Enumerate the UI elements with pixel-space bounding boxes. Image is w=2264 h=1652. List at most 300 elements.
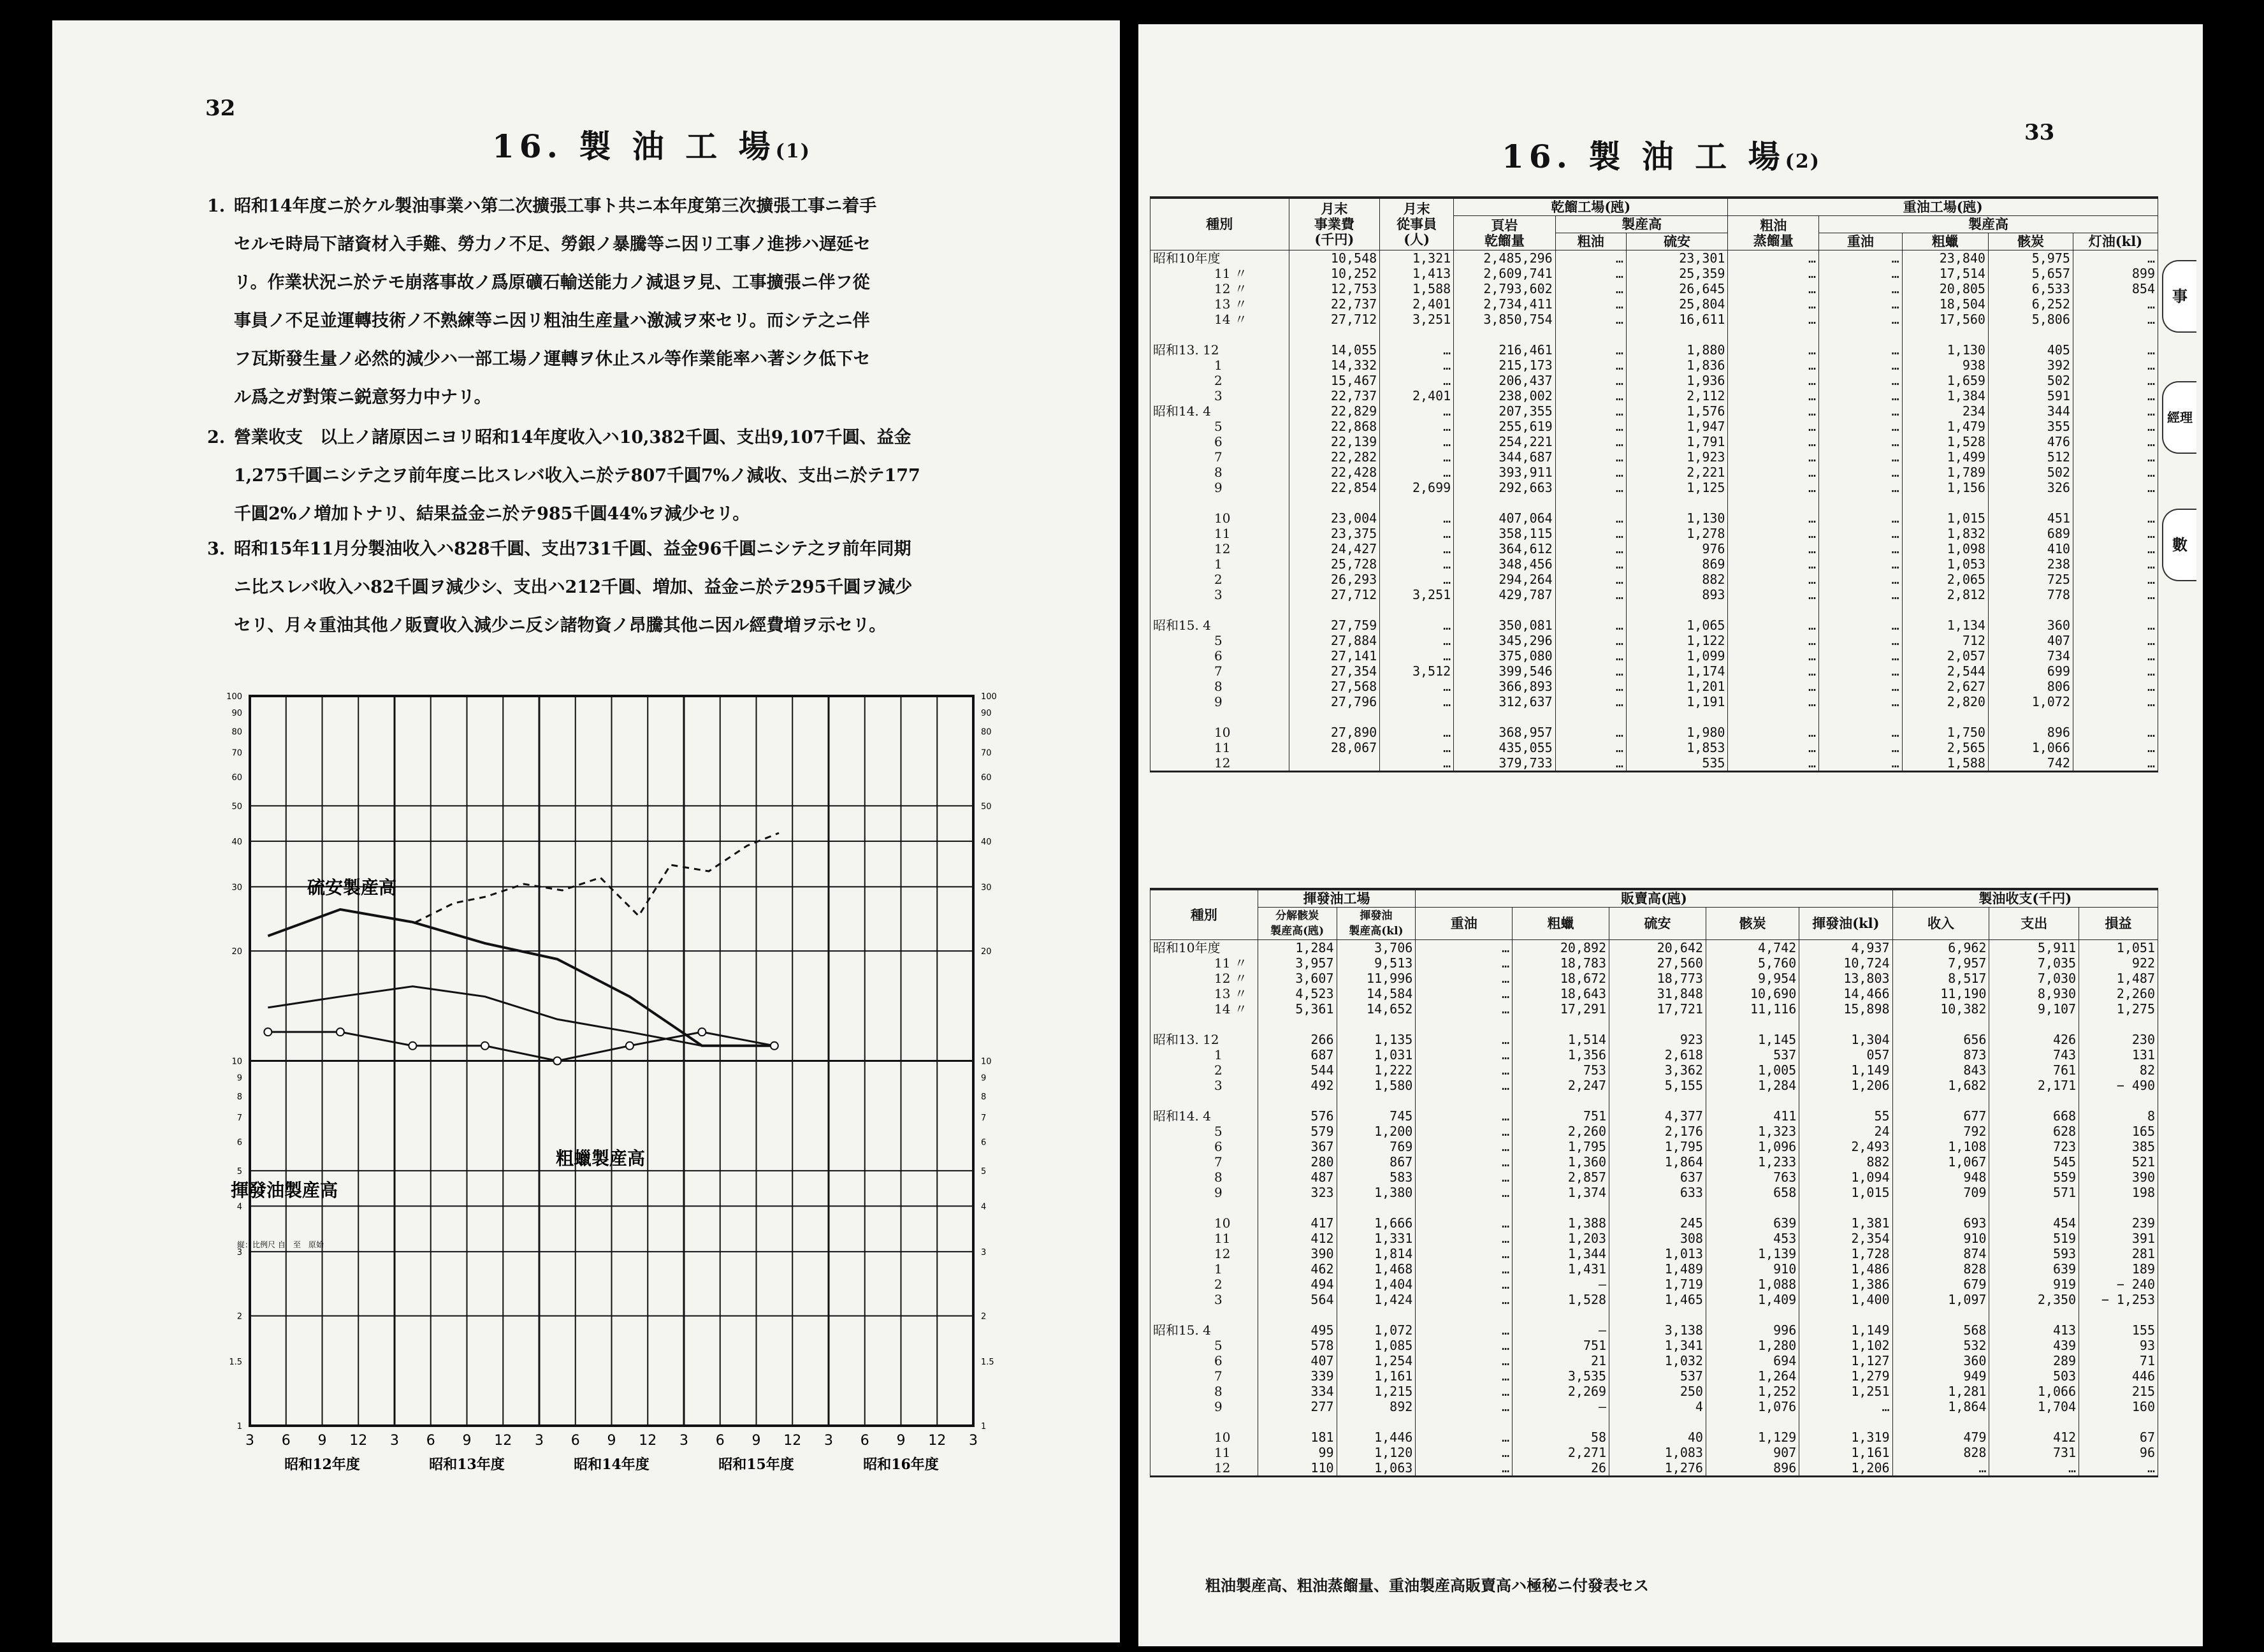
table-cell: 4,937 (1799, 940, 1892, 956)
table-cell: … (2073, 250, 2158, 266)
table-cell: 407 (1988, 633, 2073, 648)
table-cell: 391 (2079, 1231, 2158, 1246)
table-cell: 1,005 (1706, 1062, 1799, 1078)
row-label: 昭和10年度 (1150, 940, 1258, 956)
y-tick-label: 6 (236, 1138, 242, 1148)
table-cell: 323 (1258, 1185, 1337, 1200)
table-cell: 693 (1892, 1215, 1989, 1231)
table-cell: 1,254 (1337, 1353, 1416, 1368)
table-cell: 439 (1989, 1338, 2079, 1353)
x-tick-label: 9 (896, 1433, 906, 1449)
table-cell: 1,264 (1706, 1368, 1799, 1384)
table-cell (1819, 709, 1903, 725)
y-tick-label: 90 (981, 709, 992, 719)
table-cell: 1,980 (1626, 725, 1728, 740)
table-cell: 5,911 (1989, 940, 2079, 956)
table-row (1150, 434, 2158, 449)
table-cell (1555, 495, 1626, 511)
table-cell: 1,085 (1337, 1338, 1416, 1353)
table-cell: 55 (1799, 1108, 1892, 1124)
paragraph-line: ニ比スレバ收入ハ82千圓ヲ減少シ、支出ハ212千圓、増加、益金ニ於テ295千圓ヲ減少 (234, 577, 913, 597)
row-label: 10 (1150, 1430, 1258, 1445)
row-label: 9 (1150, 1185, 1258, 1200)
table-cell: 1,278 (1626, 526, 1728, 541)
header-gasoline-plant: 揮發油工場 (1258, 889, 1416, 908)
table-cell: 96 (2079, 1445, 2158, 1460)
table-cell: 938 (1902, 358, 1988, 373)
x-tick-label: 12 (639, 1433, 657, 1449)
table-cell (1337, 1414, 1416, 1430)
table-cell: 23,375 (1289, 526, 1380, 541)
table-cell: … (1819, 281, 1903, 296)
data-point (409, 1042, 416, 1050)
index-tab-1[interactable]: 事 (2162, 260, 2196, 333)
table-cell: … (2073, 526, 2158, 541)
table-cell: … (1555, 633, 1626, 648)
data-point (626, 1042, 634, 1050)
row-label (1150, 1200, 1258, 1215)
table-cell (2073, 495, 2158, 511)
table-row (1150, 1460, 2158, 1477)
table-cell: 571 (1989, 1185, 2079, 1200)
table-cell: … (1555, 480, 1626, 495)
table-cell: 537 (1609, 1368, 1706, 1384)
table-cell: 2,057 (1902, 648, 1988, 663)
table-cell (1513, 1093, 1609, 1108)
table-cell: — (1513, 1399, 1609, 1414)
table-cell: 949 (1892, 1368, 1989, 1384)
y-tick-label: 80 (231, 727, 242, 737)
table-cell: … (2073, 740, 2158, 755)
table-cell: 1,129 (1706, 1430, 1799, 1445)
table-row (1150, 1139, 2158, 1154)
header-kind: 種別 (1150, 889, 1258, 940)
table-cell: 1,304 (1799, 1032, 1892, 1047)
table-cell: 345,296 (1454, 633, 1556, 648)
table-cell: 922 (2079, 955, 2158, 971)
table-cell (1728, 709, 1819, 725)
table-cell: 6,533 (1988, 281, 2073, 296)
table-cell: … (1819, 587, 1903, 602)
table-cell: 245 (1609, 1215, 1706, 1231)
header-crude-distill: 粗油 蒸餾量 (1728, 216, 1819, 250)
table-cell: 392 (1988, 358, 2073, 373)
x-tick-label: 12 (494, 1433, 512, 1449)
table-cell (1902, 495, 1988, 511)
x-tick-label: 3 (824, 1433, 833, 1449)
table-cell: 1,465 (1609, 1292, 1706, 1307)
table-cell: 40 (1609, 1430, 1706, 1445)
row-label: 9 (1150, 694, 1289, 709)
table-cell: 502 (1988, 465, 2073, 480)
row-label: 7 (1150, 449, 1289, 465)
table-row (1150, 986, 2158, 1001)
table-cell: … (1555, 526, 1626, 541)
table-cell: … (1555, 755, 1626, 772)
table-cell: 23,840 (1902, 250, 1988, 266)
table-cell (1258, 1017, 1337, 1032)
table-cell: 1,130 (1902, 342, 1988, 358)
table-cell: … (1555, 296, 1626, 312)
table-cell: 2,260 (2079, 986, 2158, 1001)
table-cell: 494 (1258, 1277, 1337, 1292)
row-label: 5 (1150, 633, 1289, 648)
table-row (1150, 312, 2158, 327)
paragraph-line: フ瓦斯發生量ノ必然的減少ハ一部工場ノ運轉ヲ休止スル等作業能率ハ著シク低下セ (234, 349, 871, 369)
table-cell: … (1555, 556, 1626, 572)
table-cell: … (1416, 1430, 1513, 1445)
table-cell: 10,724 (1799, 955, 1892, 971)
table-row (1150, 940, 2158, 956)
table-cell (1380, 495, 1454, 511)
table-cell: 8,930 (1989, 986, 2079, 1001)
table-cell: 254,221 (1454, 434, 1556, 449)
table-cell: 1,284 (1258, 940, 1337, 956)
row-label: 1 (1150, 1047, 1258, 1062)
table-cell: 1,413 (1380, 266, 1454, 281)
table-cell: 266 (1258, 1032, 1337, 1047)
data-point (553, 1057, 561, 1065)
table-cell: 544 (1258, 1062, 1337, 1078)
table-cell: 1,864 (1609, 1154, 1706, 1170)
table-cell: 537 (1706, 1047, 1799, 1062)
table-cell: 1,499 (1902, 449, 1988, 465)
table-cell (1258, 1307, 1337, 1322)
table-cell: 668 (1989, 1108, 2079, 1124)
paragraph-3 (207, 530, 1072, 645)
table-cell (1706, 1307, 1799, 1322)
table-cell: 3,512 (1380, 663, 1454, 679)
table-cell: 17,291 (1513, 1001, 1609, 1017)
table-cell: 26,645 (1626, 281, 1728, 296)
table-cell: 11,116 (1706, 1001, 1799, 1017)
header-monthly-cost: 月末 事業費 (千円) (1289, 198, 1380, 250)
table-cell: 1,446 (1337, 1430, 1416, 1445)
y-tick-label: 40 (231, 837, 242, 847)
table-cell (1289, 709, 1380, 725)
table-cell: … (1416, 1399, 1513, 1414)
table-cell: … (1728, 725, 1819, 740)
table-cell: 16,611 (1626, 312, 1728, 327)
table-cell: 564 (1258, 1292, 1337, 1307)
table-cell: 281 (2079, 1246, 2158, 1261)
table-cell: 344,687 (1454, 449, 1556, 465)
table-cell: 110 (1258, 1460, 1337, 1477)
table-cell (1454, 602, 1556, 618)
header-ammonium: 硫安 (1626, 233, 1728, 250)
title-suffix: (2) (1785, 150, 1820, 173)
table-cell: 2,176 (1609, 1124, 1706, 1139)
header-raw-ore: 頁岩 乾餾量 (1454, 216, 1556, 250)
table-cell: 67 (2079, 1430, 2158, 1445)
table-cell (1988, 602, 2073, 618)
row-label: 昭和14. 4 (1150, 403, 1289, 419)
table-cell: 976 (1626, 541, 1728, 556)
table-cell: 1,580 (1337, 1078, 1416, 1093)
index-tab-3[interactable]: 數 (2162, 509, 2196, 581)
table-cell: 165 (2079, 1124, 2158, 1139)
table-cell (1799, 1414, 1892, 1430)
table-cell: 535 (1626, 755, 1728, 772)
table-cell: 1,321 (1380, 250, 1454, 266)
y-tick-label: 6 (981, 1138, 987, 1148)
paragraph-2 (207, 419, 1072, 533)
data-point (264, 1028, 272, 1036)
table-cell: 492 (1258, 1078, 1337, 1093)
table-cell: … (1555, 663, 1626, 679)
y-tick-label: 30 (231, 883, 242, 893)
y-tick-label: 2 (981, 1312, 987, 1322)
table-cell (1706, 1093, 1799, 1108)
header-coke: 骸炭 (1706, 908, 1799, 940)
row-label: 9 (1150, 1399, 1258, 1414)
table-cell (1706, 1017, 1799, 1032)
table-cell: 3,957 (1258, 955, 1337, 971)
table-cell: 358,115 (1454, 526, 1556, 541)
x-tick-label: 3 (390, 1433, 399, 1449)
label-wax: 粗蠟製産高 (556, 1148, 646, 1169)
table-cell: … (1416, 1277, 1513, 1292)
table-cell: 189 (2079, 1261, 2158, 1277)
header-heavy-oil: 重油 (1416, 908, 1513, 940)
table-cell: … (1416, 1047, 1513, 1062)
table-cell (1626, 602, 1728, 618)
table-cell: 057 (1799, 1047, 1892, 1062)
y-tick-label: 50 (231, 802, 242, 812)
table-cell: 769 (1337, 1139, 1416, 1154)
table-cell: 1,252 (1706, 1384, 1799, 1399)
table-cell (1454, 709, 1556, 725)
table-cell: 1,161 (1337, 1368, 1416, 1384)
table-cell: 1,409 (1706, 1292, 1799, 1307)
header-crack-coke: 分解骸炭 製産高(瓲) (1258, 908, 1337, 940)
table-cell: … (2073, 556, 2158, 572)
row-label: 5 (1150, 1124, 1258, 1139)
table-cell: 677 (1892, 1108, 1989, 1124)
table-cell: 31,848 (1609, 986, 1706, 1001)
sales-finance-table (1150, 888, 2158, 1477)
table-row (1150, 266, 2158, 281)
table-cell: 1,031 (1337, 1047, 1416, 1062)
row-label: 昭和14. 4 (1150, 1108, 1258, 1124)
y-tick-label: 5 (981, 1166, 987, 1177)
y-tick-label: 7 (236, 1113, 242, 1124)
table-cell: 355 (1988, 419, 2073, 434)
table-cell: 1,331 (1337, 1231, 1416, 1246)
table-cell: 699 (1988, 663, 2073, 679)
table-cell: … (1819, 403, 1903, 419)
table-cell: 1,094 (1799, 1170, 1892, 1185)
table-cell: 1,072 (1988, 694, 2073, 709)
table-cell: … (1416, 1185, 1513, 1200)
table-cell: … (1380, 465, 1454, 480)
table-cell: 1,344 (1513, 1246, 1609, 1261)
table-cell (1337, 1307, 1416, 1322)
table-cell (1819, 327, 1903, 342)
year-label: 昭和15年度 (718, 1456, 794, 1473)
table-row (1150, 755, 2158, 772)
table-cell: … (1819, 755, 1903, 772)
table-cell: 694 (1706, 1353, 1799, 1368)
table-cell: 1,791 (1626, 434, 1728, 449)
table-cell: … (1380, 403, 1454, 419)
table-row (1150, 1215, 2158, 1231)
table-cell: 1,076 (1706, 1399, 1799, 1414)
header-crude: 粗油 (1555, 233, 1626, 250)
table-cell: … (1416, 1246, 1513, 1261)
row-label (1150, 495, 1289, 511)
table-cell: 410 (1988, 541, 2073, 556)
table-cell: … (1728, 740, 1819, 755)
row-label: 10 (1150, 511, 1289, 526)
table-cell (1819, 602, 1903, 618)
table-cell (1609, 1307, 1706, 1322)
table-cell: 1,122 (1626, 633, 1728, 648)
table-cell: 368,957 (1454, 725, 1556, 740)
table-cell: … (1728, 633, 1819, 648)
table-cell: 375,080 (1454, 648, 1556, 663)
table-cell: 1,704 (1989, 1399, 2079, 1414)
table-cell (1416, 1017, 1513, 1032)
table-cell: 23,004 (1289, 511, 1380, 526)
table-cell: 1,215 (1337, 1384, 1416, 1399)
table-cell: 1,284 (1706, 1078, 1799, 1093)
table-cell: … (1416, 1154, 1513, 1170)
table-cell: 996 (1706, 1322, 1799, 1338)
table-cell: 559 (1989, 1170, 2079, 1185)
table-cell: 27,712 (1289, 587, 1380, 602)
row-label: 昭和13. 12 (1150, 1032, 1258, 1047)
table-cell: 1,139 (1706, 1246, 1799, 1261)
table-cell: 131 (2079, 1047, 2158, 1062)
row-label: 6 (1150, 1353, 1258, 1368)
table-cell: … (1380, 526, 1454, 541)
year-label: 昭和12年度 (284, 1456, 360, 1473)
table-cell: … (1555, 587, 1626, 602)
table-cell (1902, 602, 1988, 618)
table-cell (1799, 1307, 1892, 1322)
y-tick-label: 4 (236, 1202, 242, 1212)
table-cell: 3,535 (1513, 1368, 1609, 1384)
paragraph-line: 千圓2%ノ増加トナリ、結果益金ニ於テ985千圓44%ヲ減少セリ。 (234, 504, 750, 524)
table-row (1150, 971, 2158, 986)
table-cell: … (1728, 342, 1819, 358)
table-row (1150, 679, 2158, 694)
table-cell: 429,787 (1454, 587, 1556, 602)
table-cell: … (1555, 679, 1626, 694)
table-cell: 502 (1988, 373, 2073, 388)
table-cell: 2,734,411 (1454, 296, 1556, 312)
table-cell: … (1555, 388, 1626, 403)
table-cell: 854 (2073, 281, 2158, 296)
table-cell: 1,388 (1513, 1215, 1609, 1231)
table-row (1150, 1200, 2158, 1215)
table-cell: … (1728, 694, 1819, 709)
table-cell: 1,108 (1892, 1139, 1989, 1154)
table-cell (1416, 1414, 1513, 1430)
table-cell: 393,911 (1454, 465, 1556, 480)
table-cell: … (1819, 480, 1903, 495)
table-cell (1289, 602, 1380, 618)
table-row (1150, 495, 2158, 511)
table-cell: 360 (1892, 1353, 1989, 1368)
row-label: 7 (1150, 1154, 1258, 1170)
table-cell: 10,252 (1289, 266, 1380, 281)
y-tick-label: 20 (231, 947, 242, 957)
table-cell: … (1819, 725, 1903, 740)
table-cell: 234 (1902, 403, 1988, 419)
table-cell (1988, 495, 2073, 511)
table-cell: 1,468 (1337, 1261, 1416, 1277)
header-wax: 粗蠟 (1902, 233, 1988, 250)
table-cell: 20,805 (1902, 281, 1988, 296)
table-cell (1258, 1414, 1337, 1430)
table-cell: 1,275 (2079, 1001, 2158, 1017)
table-cell: 1,323 (1706, 1124, 1799, 1139)
table-cell: … (2073, 541, 2158, 556)
row-label: 昭和13. 12 (1150, 342, 1289, 358)
y-tick-label: 8 (981, 1092, 987, 1102)
table-row (1150, 1032, 2158, 1047)
table-cell: … (1380, 679, 1454, 694)
table-cell: … (1819, 633, 1903, 648)
table-row (1150, 1231, 2158, 1246)
table-cell: … (1819, 572, 1903, 587)
table-cell (1337, 1017, 1416, 1032)
table-cell: … (1555, 266, 1626, 281)
table-cell: 639 (1989, 1261, 2079, 1277)
table-cell: 20,642 (1609, 940, 1706, 956)
table-cell: 487 (1258, 1170, 1337, 1185)
index-tab-2[interactable]: 經理 (2162, 381, 2196, 454)
table-cell: … (1728, 250, 1819, 266)
table-cell: 910 (1892, 1231, 1989, 1246)
table-cell: … (1728, 618, 1819, 633)
table-cell: 2,609,741 (1454, 266, 1556, 281)
table-cell: … (1416, 1384, 1513, 1399)
row-label (1150, 327, 1289, 342)
table-cell: 14,584 (1337, 986, 1416, 1001)
table-cell: … (1416, 1124, 1513, 1139)
table-cell (1609, 1017, 1706, 1032)
table-cell: − 1,253 (2079, 1292, 2158, 1307)
table-cell: … (1819, 511, 1903, 526)
table-cell: 532 (1892, 1338, 1989, 1353)
table-cell (2073, 602, 2158, 618)
table-cell: 828 (1892, 1445, 1989, 1460)
table-cell (2079, 1414, 2158, 1430)
table-row (1150, 1108, 2158, 1124)
table-cell: 1,360 (1513, 1154, 1609, 1170)
table-cell: 828 (1892, 1261, 1989, 1277)
table-cell: 255,619 (1454, 419, 1556, 434)
table-row (1150, 694, 2158, 709)
table-cell (1416, 1200, 1513, 1215)
table-cell: 23,301 (1626, 250, 1728, 266)
table-cell: 367 (1258, 1139, 1337, 1154)
table-cell: 1,065 (1626, 618, 1728, 633)
table-cell: … (1989, 1460, 2079, 1477)
table-cell: 1,066 (1988, 740, 2073, 755)
table-cell: 2,065 (1902, 572, 1988, 587)
paragraph-line: 事員ノ不足並運轉技術ノ不熟練等ニ因リ粗油生産量ハ激減ヲ來セリ。而シテ之ニ伴 (234, 311, 870, 331)
table-cell: 743 (1989, 1047, 2079, 1062)
table-cell: … (1819, 740, 1903, 755)
table-cell: … (1380, 694, 1454, 709)
table-cell: … (1380, 434, 1454, 449)
row-label (1150, 1307, 1258, 1322)
table-row (1150, 403, 2158, 419)
